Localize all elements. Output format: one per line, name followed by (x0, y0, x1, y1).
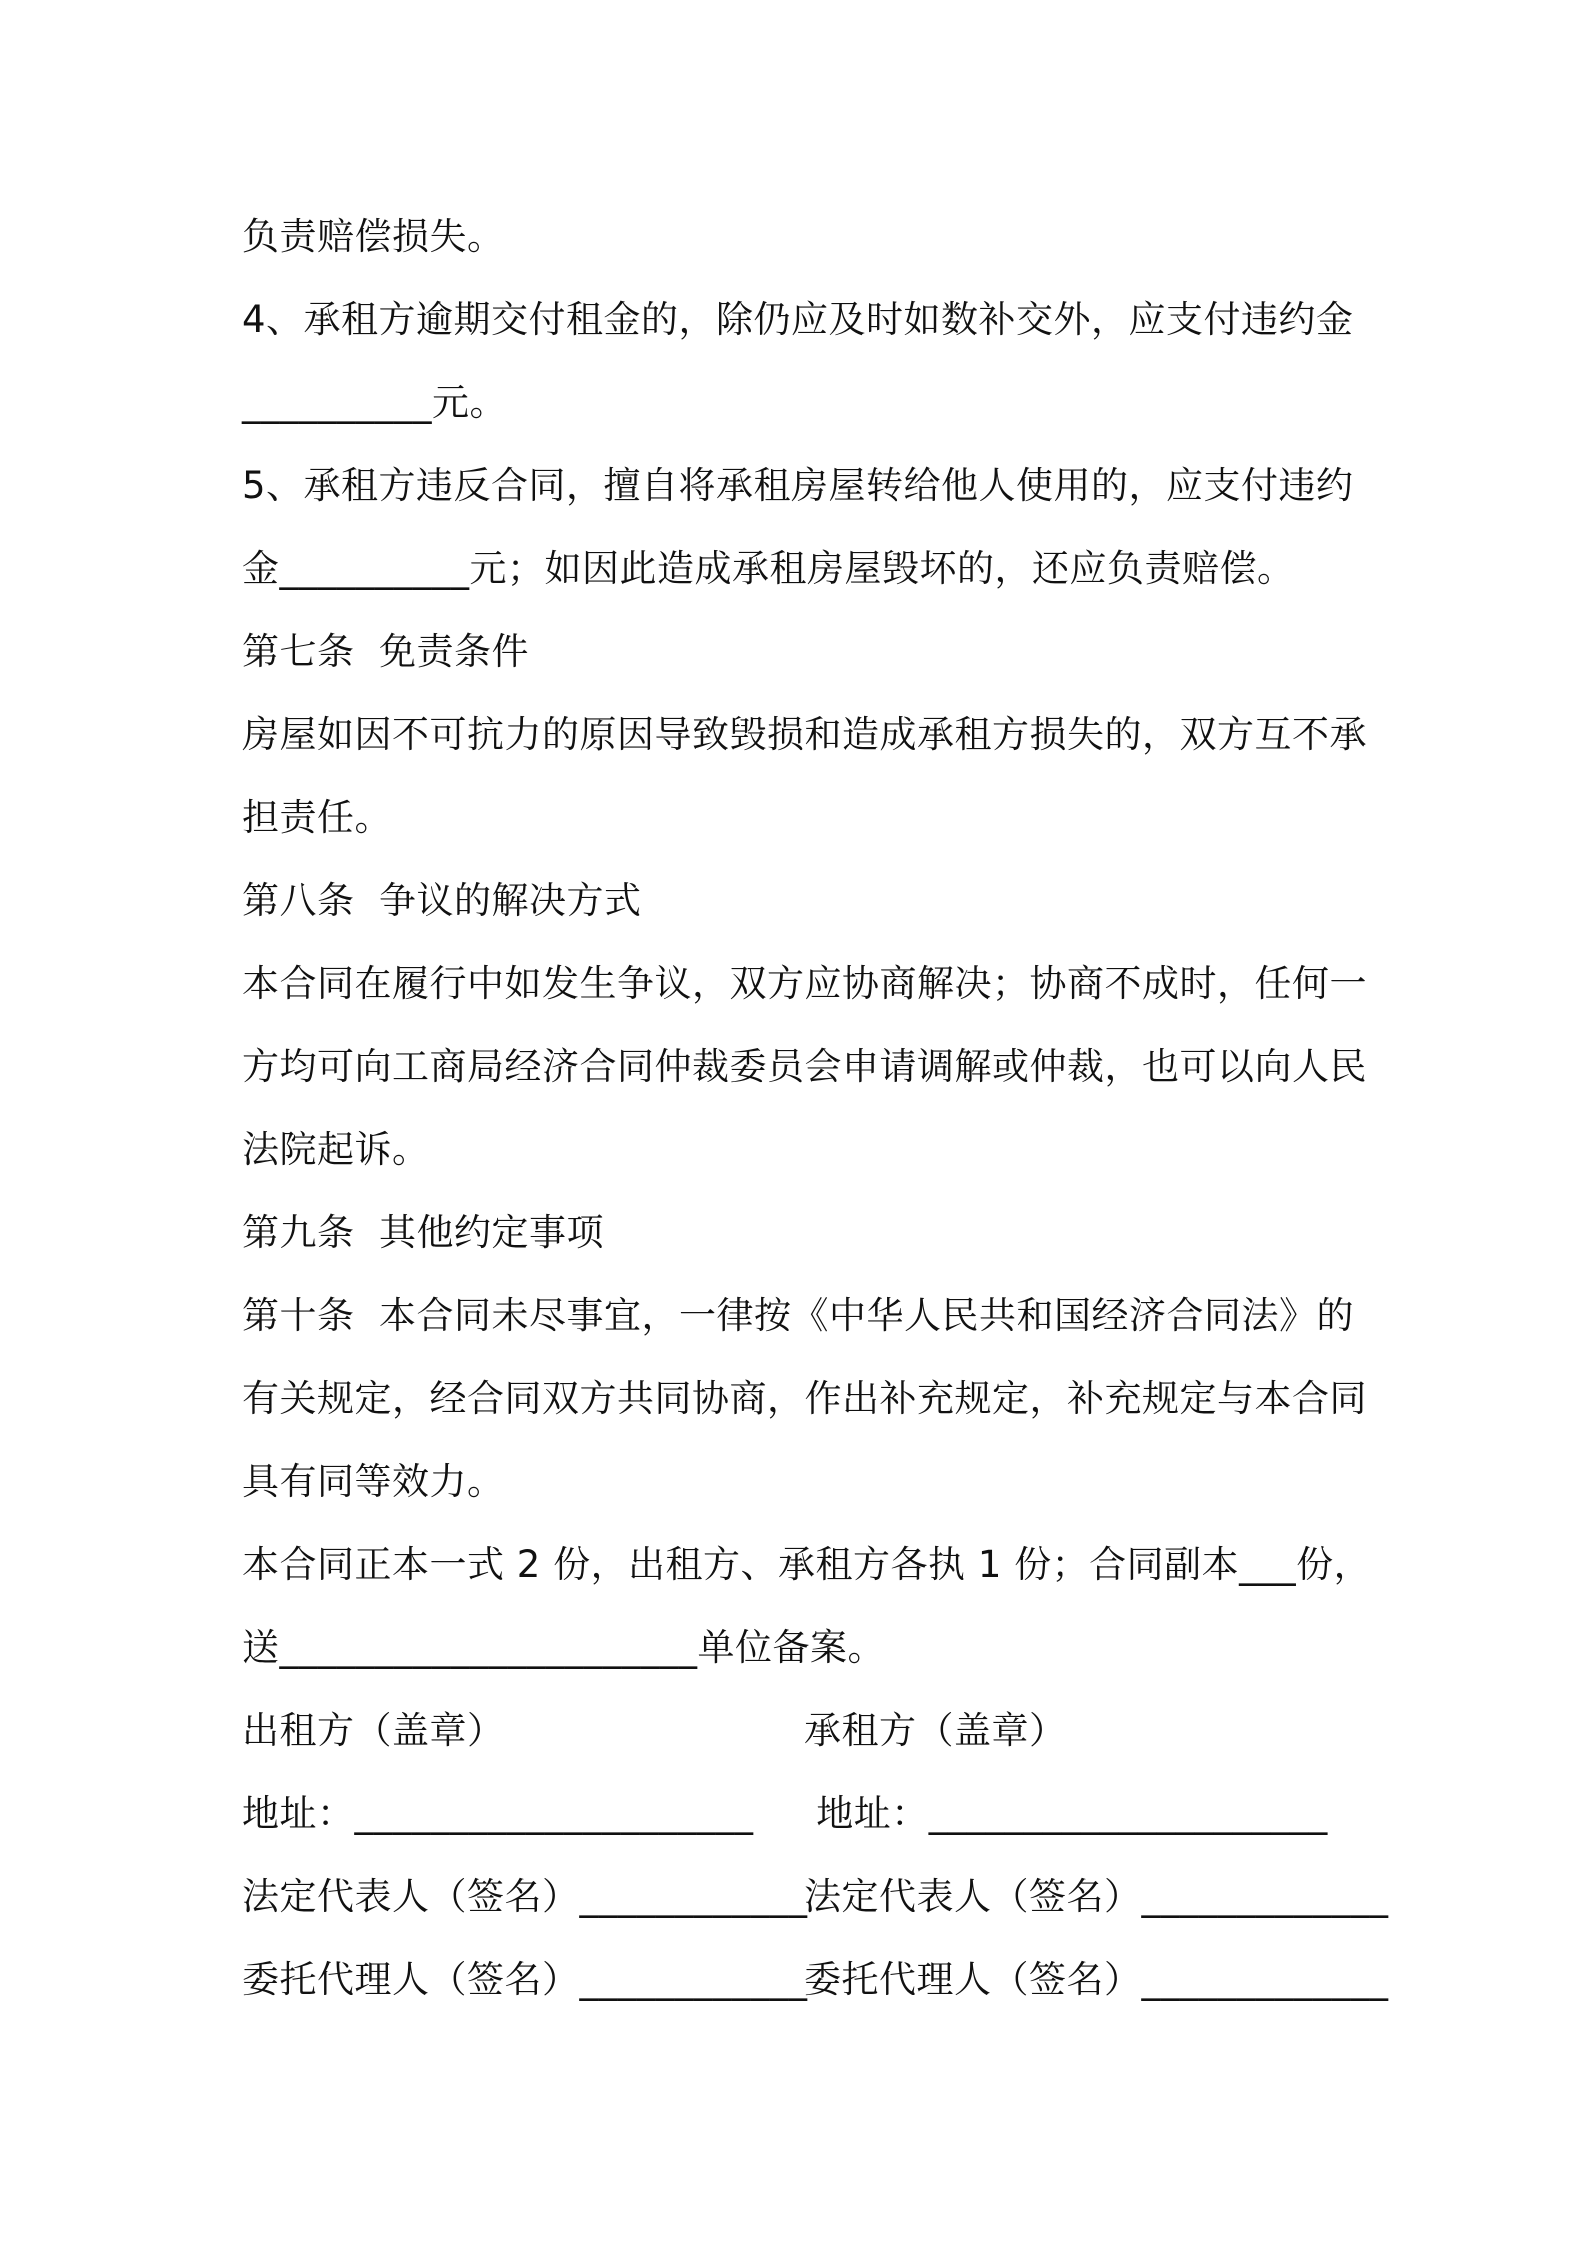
copies-text: 本合同正本一式 2 份，出租方、承租方各执 1 份；合同副本___份， (242, 1543, 1372, 1586)
article-8-text: 本合同在履行中如发生争议，双方应协商解决；协商不成时，任何一 (242, 962, 1367, 1005)
article-10-text: 第十条 本合同未尽事宜，一律按《中华人民共和国经济合同法》的 (242, 1294, 1355, 1337)
lessor-legal-rep-field: 法定代表人（签名）____________ (242, 1875, 808, 1918)
article-10-text: 有关规定，经合同双方共同协商，作出补充规定，补充规定与本合同 (242, 1377, 1367, 1420)
lessor-agent-field: 委托代理人（签名）____________ (242, 1958, 808, 2001)
signature-row (242, 1689, 1362, 1772)
text-line: 负责赔偿损失。 (242, 215, 505, 258)
article-9-heading: 第九条 其他约定事项 (242, 1211, 605, 1254)
lessor-address-field: 地址：_____________________ (242, 1792, 754, 1835)
lessee-address-field: 地址：_____________________ (804, 1792, 1328, 1835)
article-8-text: 法院起诉。 (242, 1128, 430, 1171)
lessee-agent-field: 委托代理人（签名）_____________ (804, 1958, 1389, 2001)
signature-row (242, 1772, 1362, 1855)
clause-5-line: 5、承租方违反合同，擅自将承租房屋转给他人使用的，应支付违约 (242, 464, 1354, 507)
article-7-text: 担责任。 (242, 796, 392, 839)
signature-row (242, 1855, 1389, 1938)
article-10-text: 具有同等效力。 (242, 1460, 505, 1503)
article-8-text: 方均可向工商局经济合同仲裁委员会申请调解或仲裁，也可以向人民 (242, 1045, 1367, 1088)
clause-4-amount-line: __________元。 (242, 381, 507, 424)
signature-row (242, 1938, 1389, 2021)
document-page (242, 195, 1389, 2021)
clause-4-line: 4、承租方逾期交付租金的，除仍应及时如数补交外，应支付违约金 (242, 298, 1354, 341)
article-7-text: 房屋如因不可抗力的原因导致毁损和造成承租方损失的，双方互不承 (242, 713, 1367, 756)
article-7-heading: 第七条 免责条件 (242, 630, 530, 673)
lessee-legal-rep-field: 法定代表人（签名）_____________ (804, 1875, 1389, 1918)
lessee-seal-label: 承租方（盖章） (804, 1709, 1067, 1752)
copies-text: 送______________________单位备案。 (242, 1626, 885, 1669)
lessor-seal-label: 出租方（盖章） (242, 1709, 505, 1752)
article-8-heading: 第八条 争议的解决方式 (242, 879, 642, 922)
clause-5-amount-line: 金__________元；如因此造成承租房屋毁坏的，还应负责赔偿。 (242, 547, 1295, 590)
